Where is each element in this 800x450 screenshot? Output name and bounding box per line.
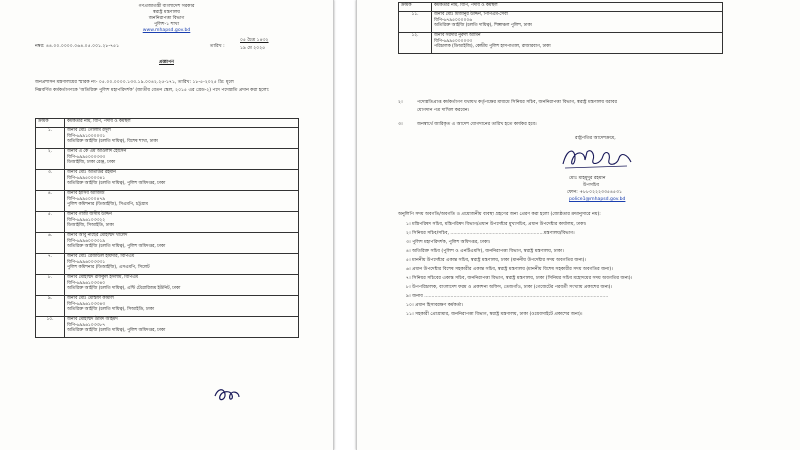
officer-post: পরিচালক (ডিআইজি), কেন্দ্রীয় পুলিশ হাসপাতাল, রাজারবাগ, ঢাকা: [434, 44, 551, 50]
body-line-1: জনপ্রশাসন মন্ত্রণালয়ের স্মারক নং- ০৫.০০.০০০০.১৩৩.১৯.০০৪২.২৫-১৭১, তারিখ: ১৮-৫-২০২৫ খ্রি: মূলে: [35, 80, 234, 85]
officer-post: অতিরিক্ত আইজি (চলতি দায়িত্ব), এন্টি টেরোরিজম ইউনিট, ঢাকা: [67, 286, 181, 292]
row-serial: ৭.: [36, 254, 65, 275]
officer-bp: বিপি-৬৭৯৫০০০০০৬: [434, 17, 473, 23]
officer-bp: বিপি-৬৯৯৫০০০৪৭৯: [67, 196, 106, 202]
signatory-phone: ফোন: +৮৮০২২২৩৩৫৪৫৩১: [567, 190, 622, 195]
officer-name: জনাব মোঃ মিজানুর উদ্দিন, পিপিএম-সেবা: [434, 12, 508, 17]
table-row: [36, 296, 299, 317]
officer-name: জনাব মোঃ রেজাউল হায়দার, বিপিএম: [67, 254, 135, 259]
officer-post: পুলিশ কমিশনার (ডিআইজি), সিএমপি, চট্টগ্রাম: [67, 202, 148, 208]
distribution-item: ১০। প্রধান হিসাবরক্ষণ কর্মকর্তা।: [406, 303, 464, 308]
table-row: [36, 170, 299, 191]
officer-name: জনাব মোঃ গোলাম রসুল: [67, 128, 111, 133]
row-serial: ৬.: [36, 233, 65, 254]
page-left: [0, 0, 334, 450]
officer-name: জনাব গাজী জসীম উদ্দিন: [67, 212, 112, 217]
row-serial: ১২.: [399, 33, 432, 54]
signature-order: রাষ্ট্রপতির আদেশক্রমে,: [575, 136, 616, 141]
officer-post: অতিরিক্ত আইজি (চলতি দায়িত্ব), পুলিশ অধিদপ্তর, ঢাকা: [67, 244, 166, 250]
item-2-line-1: পদোন্নতিপ্রাপ্ত কর্মকর্তাগণ যথাযথ কর্তৃপক্ষের মাধ্যমে সিনিয়র সচিব, জননিরাপত্তা বিভাগ, স্বরাষ্ট্র মন্ত্রণালয় বরাবর: [417, 100, 618, 105]
table-row: [399, 33, 723, 54]
officer-post: অতিরিক্ত আইজি (চলতি দায়িত্ব), শিল্পাঞ্চল পুলিশ, ঢাকা: [434, 23, 532, 29]
date-english: ১৯ মে ২০২৫: [240, 46, 266, 51]
date-bangla: ০৫ চৈত্র ১৪৩২: [240, 38, 269, 43]
row-serial: ১.: [36, 128, 65, 149]
distribution-intro: অনুলিপি সদয় অবগতি/অবগতি ও প্রয়োজনীয় ব্যবস্থা গ্রহণের জন্য প্রেরণ করা হলো (জ্যেষ্ঠতার ক্রমানুসারে নয়):: [398, 212, 601, 217]
table-row: [36, 254, 299, 275]
table-row: [399, 12, 723, 33]
item-3-line-1: জনস্বার্থে জারিকৃত এ আদেশ যোগদানের তারিখ হতে কার্যকর হবে।: [417, 122, 537, 127]
distribution-item: ৯। জনাব ..............................................................................................................................: [406, 294, 609, 299]
header-government: গণপ্রজাতন্ত্রী বাংলাদেশ সরকার: [138, 4, 195, 9]
officer-bp: বিপি-৬৯৯৫০০০০৩৩: [434, 38, 473, 44]
signature-icon: [557, 144, 637, 172]
officer-post: পুলিশ কমিশনার (ডিআইজি), এসএমপি, সিলেট: [67, 265, 150, 271]
table-row: [36, 233, 299, 254]
item-2-number: ২।: [398, 100, 403, 105]
table-row: [36, 317, 299, 338]
header-website-link[interactable]: www.mhapsd.gov.bd: [142, 28, 191, 33]
row-serial: ৪.: [36, 191, 65, 212]
table-header-serial: ক্রমিক: [36, 119, 65, 128]
signatory-designation: উপসচিব: [583, 183, 600, 188]
officer-post: ডিআইজি, ঢাকা রেঞ্জ, ঢাকা: [67, 160, 116, 166]
officer-bp: বিপি-৬৯৯১০০০০৩১: [67, 133, 106, 139]
officer-bp: বিপি-৬৯৯৬০০৩৩৩১: [67, 259, 106, 265]
distribution-item: ২। সিনিয়র সচিব/সচিব, ................................................................মন্ত্রণালয়/বিভাগ।: [406, 231, 575, 236]
signatory-email-link[interactable]: police1@mhapsd.gov.bd: [569, 197, 626, 202]
officer-bp: বিপি-৬৯৯৬১০৩৩৮৭: [67, 322, 106, 328]
table-header-details: কর্মকর্তার নাম, বিপি, পদবি ও কর্মস্থল: [65, 119, 299, 128]
distribution-item: ৮। উপপরিচালক, বাংলাদেশ ফরম ও প্রকাশনা অফিস, তেজগাঁও, ঢাকা (গেজেটের পরবর্তী সংখ্যায় প্রকাশের জন্য)।: [406, 285, 613, 290]
header-section: পুলিশ-১ শাখা: [153, 22, 180, 27]
table-row: [36, 191, 299, 212]
header-division: জননিরাপত্তা বিভাগ: [148, 16, 185, 21]
row-serial: ১১.: [399, 12, 432, 33]
officers-table-left: [35, 118, 299, 338]
item-2-line-2: যোগদান পত্র দাখিল করবেন।: [417, 108, 470, 113]
officer-bp: বিপি-৬৯৯৬১০৩৩২২: [67, 217, 106, 223]
memo-number: নম্বর: ৪৪.০০.০০০০.০৬৪.০৫.০০১.২৮-৭৫১: [35, 44, 120, 49]
officer-name: জনাব মোঃ আতাউর রহমান: [67, 170, 116, 175]
officer-name: জনাব সরদার নুরুল আমিন: [434, 33, 481, 38]
table-header-details: কর্মকর্তার নাম, বিপি, পদবি ও কর্মস্থল: [432, 3, 723, 12]
distribution-item: ১। মন্ত্রিপরিষদ সচিব, মন্ত্রিপরিষদ বিভাগ/প্রধান উপদেষ্টার মুখ্যসচিব, প্রধান উপদেষ্টার কার্যালয়, ঢাকা।: [406, 222, 587, 227]
item-3-number: ৩।: [398, 122, 403, 127]
officer-name: জনাব মোহাম্মদ উমিদ আহমদ: [67, 317, 118, 322]
officer-post: অতিরিক্ত আইজি (চলতি দায়িত্ব), পুলিশ অধিদপ্তর, ঢাকা: [67, 181, 166, 187]
row-serial: ৫.: [36, 212, 65, 233]
row-serial: ৯.: [36, 296, 65, 317]
distribution-item: ৬। প্রধান উপদেষ্টার বিশেষ সহকারীর একান্ত সচিব, স্বরাষ্ট্র মন্ত্রণালয় (মাননীয় বিশেষ সহকারীর সদয় অবগতির জন্য)।: [406, 267, 613, 272]
officer-name: জনাব মোঃ মোস্তফা কামাল: [67, 296, 114, 301]
table-row: [36, 149, 299, 170]
initial-signature-icon: [212, 386, 242, 404]
row-serial: ১০.: [36, 317, 65, 338]
table-row: [36, 275, 299, 296]
officer-bp: বিপি-৬৯৯৬১০৩৩৪৩: [67, 301, 106, 307]
officer-post: অতিরিক্ত আইজি (চলতি দায়িত্ব), বিশেষ শাখা, ঢাকা: [67, 139, 158, 145]
body-line-2: নিম্নবর্ণিত কর্মকর্তাগণকে 'অতিরিক্ত পুলিশ মহাপরিদর্শক' (জাতীয় বেতন স্কেল, ২০১৫ এর গ্রেড-২) পদে পদোন্নতি প্রদান করা হলো:: [35, 88, 270, 93]
officer-name: জনাব এ কে এম আওলাদ হোসেন: [67, 149, 127, 154]
row-serial: ৮.: [36, 275, 65, 296]
signatory-name: মোঃ মাহমুদুর রহমান: [569, 176, 606, 181]
officer-post: ডিআইজি, সিআইডি, ঢাকা: [67, 223, 114, 229]
distribution-item: ৪। অতিরিক্ত সচিব (পুলিশ ও এনটিএমসি), জননিরাপত্তা বিভাগ, স্বরাষ্ট্র মন্ত্রণালয়, ঢাকা।: [406, 249, 564, 254]
officer-bp: বিপি-৬৯৯৫০০০৩৪১: [67, 175, 106, 181]
distribution-item: ৫। মাননীয় উপদেষ্টার একান্ত সচিব, স্বরাষ্ট্র মন্ত্রণালয়, ঢাকা (মাননীয় উপদেষ্টার সদয় অবগতির জন্য)।: [406, 258, 587, 263]
table-row: [36, 212, 299, 233]
row-serial: ৩.: [36, 170, 65, 191]
row-serial: ২.: [36, 149, 65, 170]
officer-name: জনাব মোহাম্মদ রফিকুল ইসলাম, বিপিএম: [67, 275, 138, 280]
officer-post: অতিরিক্ত আইজি (চলতি দায়িত্ব), সিআইডি, ঢাকা: [67, 307, 154, 313]
distribution-item: ৭। সিনিয়র সচিবের একান্ত সচিব, জননিরাপত্তা বিভাগ, স্বরাষ্ট্র মন্ত্রণালয়, ঢাকা (সিনিয়র সচিব মহোদয়ের সদয় অবগতির জন্য)।: [406, 276, 633, 281]
officer-bp: বিপি-৬৯৯৬০০৩৩১৯: [67, 238, 106, 244]
distribution-item: ১১। সহকারী প্রোগ্রামার, জননিরাপত্তা বিভাগ, স্বরাষ্ট্র মন্ত্রণালয়, ঢাকা (ওয়েবসাইটে প্রকাশের জন্য)।: [406, 312, 583, 317]
table-header-serial: ক্রমিক: [399, 3, 432, 12]
table-row: [36, 128, 299, 149]
distribution-item: ৩। পুলিশ মহাপরিদর্শক, পুলিশ অধিদপ্তর, ঢাকা।: [406, 240, 491, 245]
officer-name: জনাব আবু নাছের মোহাম্মদ খালেদ: [67, 233, 128, 238]
notice-title: প্রজ্ঞাপন: [158, 60, 175, 65]
officer-bp: বিপি-৬৯৯৬১০৩৩৪০: [67, 280, 106, 286]
header-ministry: স্বরাষ্ট্র মন্ত্রণালয়: [152, 10, 181, 15]
officers-table-right: [398, 2, 723, 54]
officer-post: অতিরিক্ত আইজি (চলতি দায়িত্ব), পুলিশ অধিদপ্তর, ঢাকা: [67, 328, 166, 334]
page-right: [356, 0, 800, 450]
date-label: তারিখ :: [210, 44, 225, 49]
officer-name: জনাব হাসিব আজিজ: [67, 191, 105, 196]
officer-bp: বিপি-৬৯৯৫০০০৩৩৩: [67, 154, 106, 160]
